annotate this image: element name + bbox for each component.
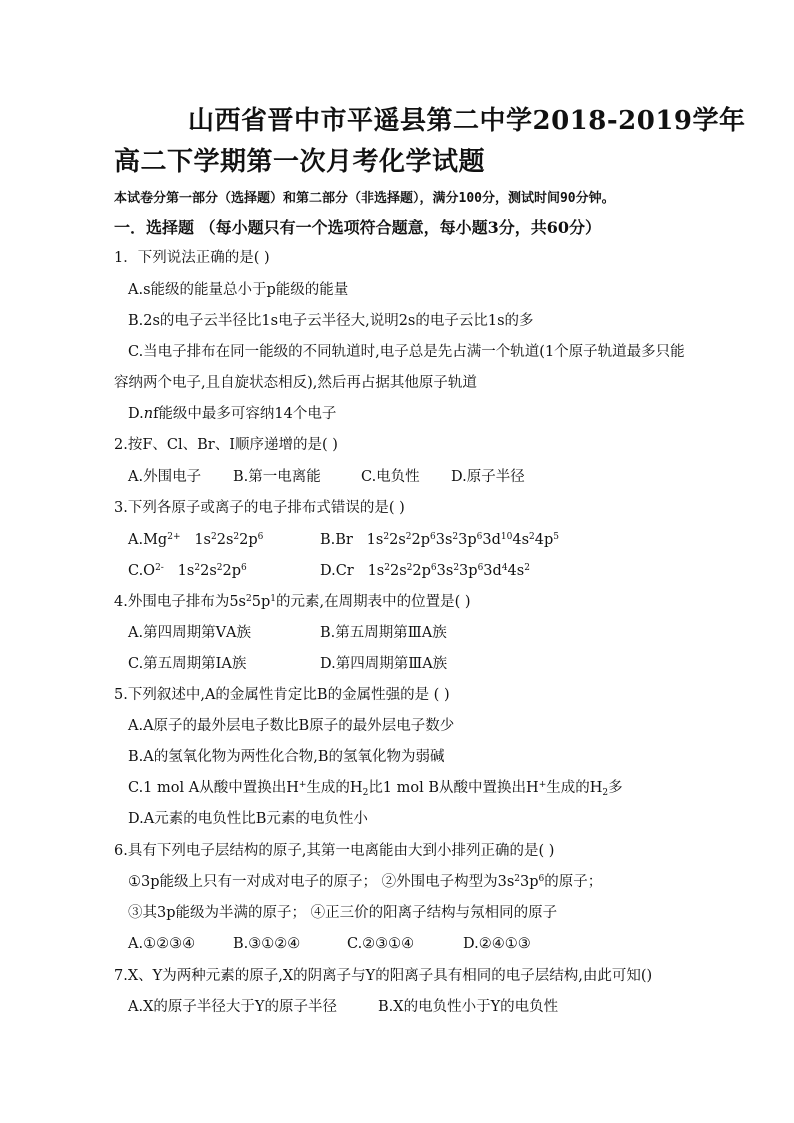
q4-option-d: D.第四周期第ⅢA族 [320,656,448,672]
section-title: 一．选择题 （每小题只有一个选项符合题意，每小题3分，共60分） [114,218,601,237]
q6-stem: 6.具有下列电子层结构的原子,其第一电离能由大到小排列正确的是( ) [114,843,555,859]
q3-option-b: B.Br $1s^22s^22p^63s^23p^63d^{10}4s^24p^5$ [320,532,560,548]
q5-option-d: D.A元素的电负性比B元素的电负性小 [128,811,368,827]
q6-statement-3-4: ③其3p能级为半满的原子； ④正三价的阳离子结构与氖相同的原子 [128,905,558,921]
q1-option-b: B.2s的电子云半径比1s电子云半径大,说明2s的电子云比1s的多 [128,313,534,329]
q5-option-c: C.1 mol A从酸中置换出H+生成的$H_2$比1 mol B从酸中置换出H+生成的$H_2$多 [128,780,623,798]
q7-option-a: A.X的原子半径大于Y的原子半径 [128,999,337,1015]
q5-option-b: B.A的氢氧化物为两性化合物,B的氢氧化物为弱碱 [128,749,445,765]
q1-stem: 1．下列说法正确的是( ) [114,250,270,266]
exam-intro: 本试卷分第一部分（选择题）和第二部分（非选择题），满分100分，测试时间90分钟。 [114,191,615,206]
q6-option-b: B.③①②④ [233,936,301,952]
q1-option-c-line1: C.当电子排布在同一能级的不同轨道时,电子总是先占满一个轨道(1个原子轨道最多只能 [128,344,685,360]
q1-option-a: A.s能级的能量总小于p能级的能量 [128,282,349,298]
q2-option-d: D.原子半径 [451,469,525,485]
q7-stem: 7.X、Y为两种元素的原子,X的阴离子与Y的阳离子具有相同的电子层结构,由此可知() [114,968,653,984]
q1-option-c-line2: 容纳两个电子,且自旋状态相反),然后再占据其他原子轨道 [114,375,477,391]
q2-option-c: C.电负性 [361,469,420,485]
q7-option-b: B.X的电负性小于Y的电负性 [378,999,559,1015]
q6-option-d: D.②④①③ [463,936,531,952]
q2-stem: 2.按F、Cl、Br、I顺序递增的是( ) [114,437,338,453]
q5-option-a: A.A原子的最外层电子数比B原子的最外层电子数少 [128,718,455,734]
q3-option-d: D.Cr $1s^22s^22p^63s^23p^63d^44s^2$ [320,563,530,579]
q3-stem: 3.下列各原子或离子的电子排布式错误的是( ) [114,500,405,516]
q4-stem: 4.外围电子排布为$5s^25p^1$的元素,在周期表中的位置是( ) [114,594,471,610]
q4-option-b: B.第五周期第ⅢA族 [320,625,447,641]
q3-option-a: $A.Mg^{2+}$ $1s^22s^22p^6$ [128,532,264,548]
q3-option-c: $C.O^{2-}$ $1s^22s^22p^6$ [128,563,247,579]
q4-option-a: A.第四周期第ⅤA族 [128,625,252,641]
q2-option-a: A.外围电子 [128,469,202,485]
q1-option-d: D.nf能级中最多可容纳14个电子 [128,406,337,422]
q5-stem: 5.下列叙述中,A的金属性肯定比B的金属性强的是 ( ) [114,687,450,703]
q6-option-a: A.①②③④ [128,936,196,952]
page-title-line-2: 高二下学期第一次月考化学试题 [114,147,486,177]
q4-option-c: C.第五周期第ⅠA族 [128,656,247,672]
page-title-line-1: 山西省晋中市平遥县第二中学2018-2019学年 [188,106,746,136]
q2-option-b: B.第一电离能 [233,469,321,485]
q6-option-c: C.②③①④ [347,936,415,952]
q6-statement-1-2: ①3p能级上只有一对成对电子的原子； ②外围电子构型为$3s^23p^6$的原子； [128,874,603,890]
